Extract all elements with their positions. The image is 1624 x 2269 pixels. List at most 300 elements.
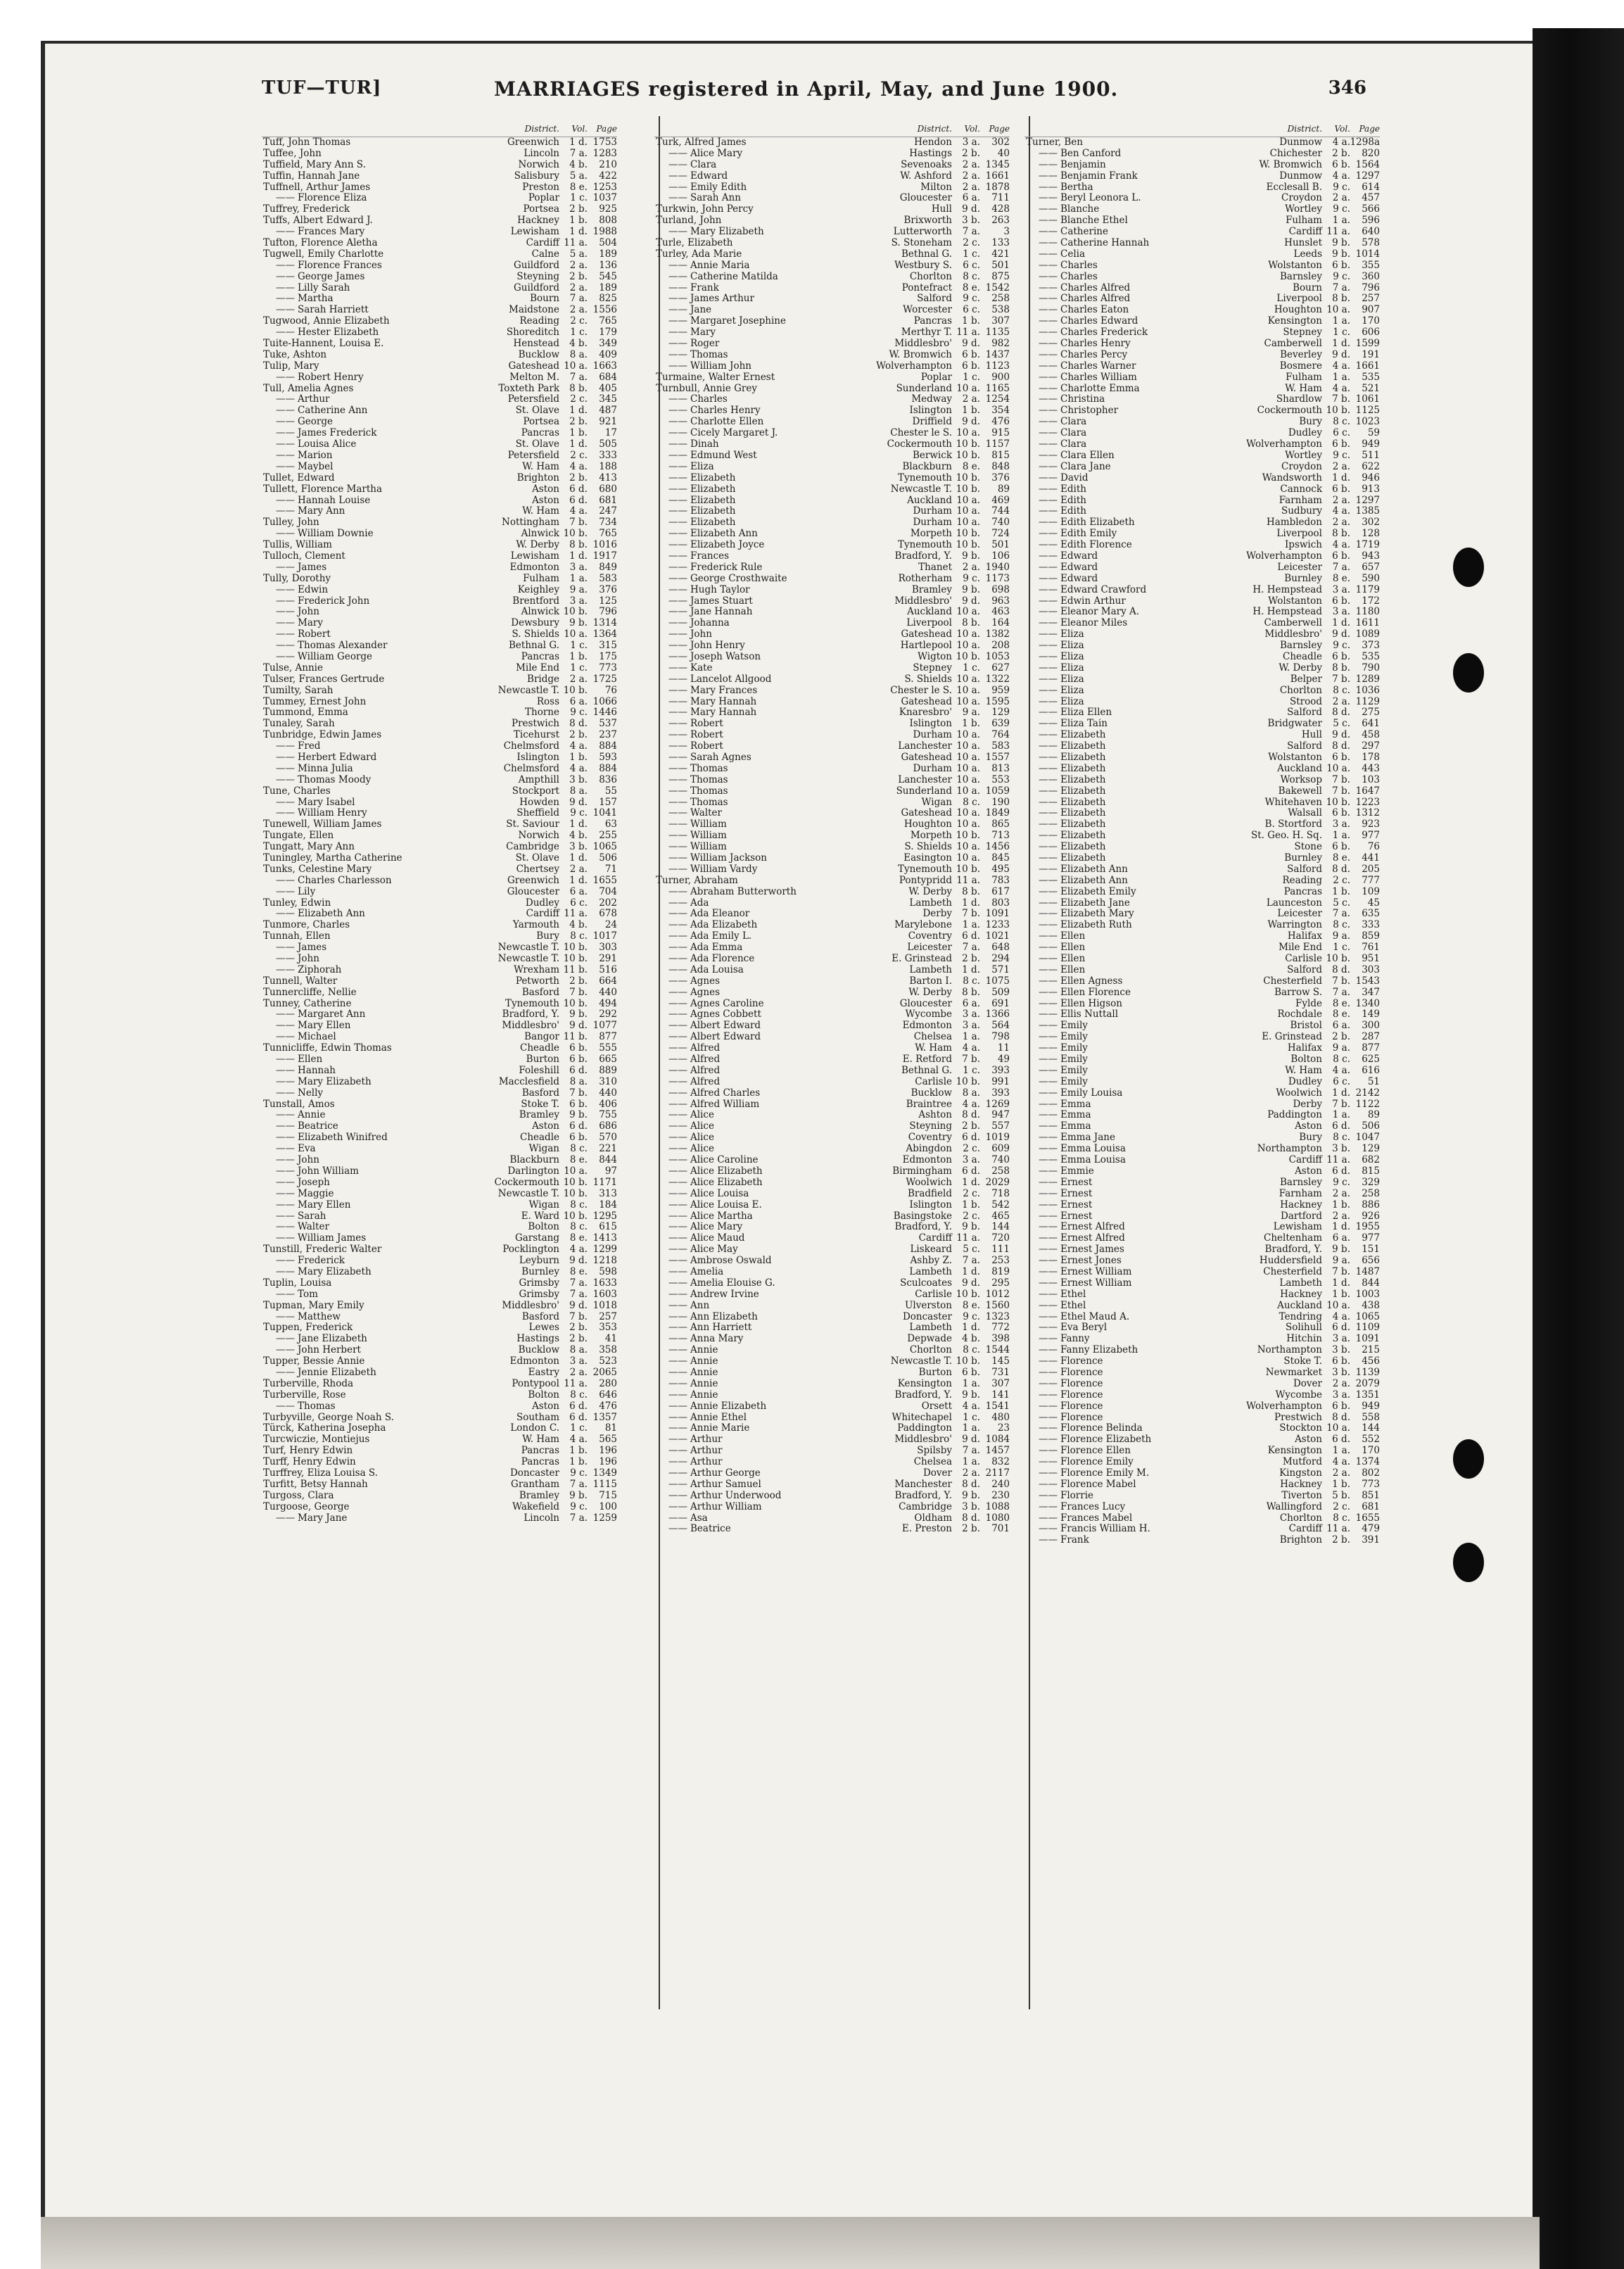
index-entry xyxy=(1024,372,1380,384)
entry-name: Turner, Ben xyxy=(1026,137,1083,148)
entry-page: 1753 xyxy=(592,137,617,148)
entry-page: 263 xyxy=(991,215,1010,227)
entry-page: 558 xyxy=(1362,1411,1380,1423)
entry-name: —— Sarah Agnes xyxy=(668,752,751,764)
entry-volume: 3 a. xyxy=(1332,606,1350,618)
entry-district: Solihull xyxy=(1285,1322,1322,1334)
entry-page: 494 xyxy=(599,997,617,1009)
entry-volume: 7 b. xyxy=(1332,785,1350,797)
entry-page: 1314 xyxy=(592,617,617,629)
entry-name: Tunbridge, Edwin James xyxy=(263,729,382,741)
entry-page: 480 xyxy=(991,1411,1010,1423)
entry-page: 501 xyxy=(991,259,1010,271)
entry-district: Wakefield xyxy=(512,1500,559,1512)
entry-district: Aston xyxy=(1295,1434,1322,1446)
index-entry xyxy=(262,260,617,272)
entry-name: —— Eliza xyxy=(1039,697,1084,708)
entry-district: Salford xyxy=(1287,740,1322,752)
entry-district: Foleshill xyxy=(519,1064,559,1076)
index-entry xyxy=(262,1322,617,1334)
entry-page: 1556 xyxy=(592,304,617,316)
entry-volume: 10 a. xyxy=(956,382,980,394)
entry-name: —— Clara Ellen xyxy=(1039,450,1115,462)
entry-name: —— Agnes Cobbett xyxy=(668,1009,761,1020)
entry-name: —— Mary xyxy=(276,618,323,629)
entry-district: Pancras xyxy=(521,650,559,662)
entry-volume: 3 a. xyxy=(569,561,588,573)
entry-name: Tulip, Mary xyxy=(263,360,319,372)
index-entry xyxy=(654,1334,1010,1345)
entry-volume: 10 b. xyxy=(956,650,980,662)
index-entry xyxy=(1024,830,1380,842)
entry-volume: 9 c. xyxy=(1333,270,1350,282)
index-entry xyxy=(1024,1434,1380,1446)
index-entry xyxy=(654,1278,1010,1289)
entry-page: 926 xyxy=(1362,1210,1380,1222)
index-entry xyxy=(1024,965,1380,976)
entry-volume: 5 c. xyxy=(1333,897,1350,909)
entry-district: Guildford xyxy=(514,259,559,271)
entry-page: 2142 xyxy=(1355,1087,1380,1099)
entry-name: —— Edith xyxy=(1039,495,1086,507)
entry-volume: 9 c. xyxy=(963,1310,980,1322)
entry-page: 170 xyxy=(1362,1445,1380,1457)
index-entry xyxy=(1024,1334,1380,1345)
entry-district: Calne xyxy=(531,248,559,260)
entry-volume: 6 b. xyxy=(1332,841,1350,853)
entry-volume: 7 b. xyxy=(1332,393,1350,405)
entry-page: 476 xyxy=(991,416,1010,428)
entry-district: Depwade xyxy=(907,1333,952,1345)
entry-name: —— Bertha xyxy=(1039,182,1093,194)
index-entry xyxy=(1024,1278,1380,1289)
index-entry xyxy=(1024,1322,1380,1334)
entry-name: Tuffs, Albert Edward J. xyxy=(263,215,373,227)
entry-volume: 1 d. xyxy=(962,1322,980,1334)
entry-volume: 6 d. xyxy=(962,1165,980,1177)
entry-volume: 9 b. xyxy=(569,1009,588,1020)
entry-name: —— Robert Henry xyxy=(276,372,364,384)
entry-page: 1173 xyxy=(985,572,1010,584)
index-entry xyxy=(262,1132,617,1144)
entry-district: Petersfield xyxy=(507,393,559,405)
index-entry xyxy=(262,876,617,887)
entry-page: 1091 xyxy=(985,908,1010,920)
entry-district: Cardiff xyxy=(526,237,559,249)
entry-page: 765 xyxy=(599,528,617,540)
entry-district: Basford xyxy=(521,986,559,998)
index-entry xyxy=(1024,618,1380,629)
entry-district: E. Preston xyxy=(901,1523,952,1535)
entry-district: Kensington xyxy=(897,1377,952,1389)
entry-name: —— Louisa Alice xyxy=(276,439,356,450)
entry-page: 1021 xyxy=(985,930,1010,942)
entry-page: 1091 xyxy=(1355,1333,1380,1345)
entry-volume: 9 c. xyxy=(1333,1176,1350,1188)
index-entry xyxy=(262,1390,617,1401)
entry-district: Aston xyxy=(1295,1120,1322,1132)
entry-district: Lincoln xyxy=(524,1512,559,1524)
index-entry xyxy=(262,1054,617,1066)
entry-page: 55 xyxy=(604,785,617,797)
index-entry xyxy=(654,920,1010,931)
entry-volume: 6 d. xyxy=(962,1132,980,1144)
entry-page: 1066 xyxy=(592,695,617,707)
index-entry xyxy=(262,797,617,809)
entry-district: Newcastle T. xyxy=(497,684,559,696)
entry-district: Hackney xyxy=(1280,1199,1322,1211)
entry-district: Auckland xyxy=(907,494,952,506)
entry-volume: 4 a. xyxy=(1332,382,1350,394)
entry-page: 409 xyxy=(599,348,617,360)
entry-name: —— Elizabeth Ann xyxy=(668,529,758,540)
entry-volume: 9 c. xyxy=(1333,181,1350,193)
entry-volume: 9 b. xyxy=(962,1221,980,1233)
entry-name: Tullis, William xyxy=(263,539,332,551)
index-entry xyxy=(262,1177,617,1189)
entry-volume: 2 b. xyxy=(1332,147,1350,159)
index-entry xyxy=(262,473,617,484)
entry-name: —— Clara Jane xyxy=(1039,462,1111,473)
entry-district: Stone xyxy=(1294,841,1322,853)
entry-name: Turmaine, Walter Ernest xyxy=(656,371,775,383)
entry-name: —— Ernest James xyxy=(1039,1244,1124,1256)
index-entry xyxy=(654,1099,1010,1111)
index-column-3 xyxy=(1024,120,1380,1546)
entry-page: 1036 xyxy=(1355,684,1380,696)
index-entry xyxy=(262,517,617,529)
entry-district: Salford xyxy=(1287,707,1322,719)
entry-district: Gateshead xyxy=(901,628,952,640)
entry-page: 151 xyxy=(1362,1244,1380,1256)
entry-name: Turle, Elizabeth xyxy=(656,237,733,249)
entry-volume: 3 b. xyxy=(962,1500,980,1512)
entry-page: 440 xyxy=(599,986,617,998)
entry-page: 1557 xyxy=(985,751,1010,763)
entry-district: Pontypool xyxy=(512,1377,559,1389)
entry-volume: 6 b. xyxy=(1332,438,1350,450)
entry-page: 523 xyxy=(599,1355,617,1367)
index-entry xyxy=(654,752,1010,764)
entry-page: 761 xyxy=(1362,942,1380,954)
entry-name: —— Eva xyxy=(276,1144,316,1155)
entry-volume: 10 b. xyxy=(563,997,588,1009)
entry-district: Aston xyxy=(532,1120,559,1132)
index-entry xyxy=(262,293,617,305)
entry-district: Hackney xyxy=(1280,1478,1322,1490)
entry-page: 1003 xyxy=(1355,1288,1380,1300)
entry-page: 641 xyxy=(1362,718,1380,730)
entry-page: 310 xyxy=(599,1075,617,1087)
entry-page: 391 xyxy=(1362,1534,1380,1546)
entry-district: Blackburn xyxy=(902,460,952,472)
entry-page: 376 xyxy=(991,472,1010,483)
entry-name: —— Charles xyxy=(1039,260,1098,272)
entry-name: —— Florence xyxy=(1039,1401,1103,1412)
index-entry xyxy=(1024,887,1380,898)
entry-district: Ipswich xyxy=(1284,539,1322,551)
entry-page: 511 xyxy=(1362,449,1380,461)
entry-page: 506 xyxy=(1362,1120,1380,1132)
entry-page: 1603 xyxy=(592,1288,617,1300)
entry-volume: 9 b. xyxy=(569,617,588,629)
index-entry xyxy=(262,1412,617,1424)
entry-page: 469 xyxy=(991,494,1010,506)
entry-page: 731 xyxy=(991,1366,1010,1378)
entry-district: Tendring xyxy=(1279,1310,1322,1322)
entry-district: Middlesbro' xyxy=(894,1434,952,1446)
index-entry xyxy=(262,1278,617,1289)
entry-volume: 9 c. xyxy=(570,1500,588,1512)
entry-volume: 4 a. xyxy=(1332,539,1350,551)
entry-district: Bridgwater xyxy=(1267,718,1322,730)
punch-hole-icon xyxy=(1453,548,1484,587)
index-entry xyxy=(654,909,1010,920)
entry-page: 1364 xyxy=(592,628,617,640)
entry-district: Cheadle xyxy=(519,1132,559,1144)
entry-page: 191 xyxy=(1362,348,1380,360)
entry-district: Lewisham xyxy=(510,226,559,238)
entry-volume: 7 b. xyxy=(1332,1098,1350,1110)
entry-volume: 2 c. xyxy=(1333,1500,1350,1512)
entry-page: 617 xyxy=(991,885,1010,897)
entry-name: —— Elizabeth xyxy=(1039,797,1105,809)
entry-page: 2079 xyxy=(1355,1377,1380,1389)
entry-page: 210 xyxy=(599,158,617,170)
entry-district: Chorlton xyxy=(909,1344,952,1356)
index-entry xyxy=(654,697,1010,708)
entry-volume: 4 b. xyxy=(962,1333,980,1345)
entry-page: 1385 xyxy=(1355,505,1380,517)
entry-name: —— James xyxy=(276,942,326,954)
entry-district: Newcastle T. xyxy=(497,942,559,954)
entry-district: Lewisham xyxy=(1273,1221,1322,1233)
entry-district: Bourn xyxy=(1293,282,1322,293)
entry-page: 505 xyxy=(599,438,617,450)
entry-page: 648 xyxy=(991,942,1010,954)
index-entry xyxy=(262,160,617,171)
entry-volume: 10 a. xyxy=(956,517,980,529)
entry-district: Pancras xyxy=(1283,885,1322,897)
entry-page: 646 xyxy=(599,1389,617,1401)
index-entry xyxy=(1024,1423,1380,1434)
entry-volume: 11 a. xyxy=(1326,1154,1350,1166)
index-entry xyxy=(654,1446,1010,1457)
entry-district: Middlesbro' xyxy=(894,595,952,607)
entry-name: —— Mary Jane xyxy=(276,1513,347,1524)
entry-volume: 4 a. xyxy=(1332,1064,1350,1076)
entry-name: Turffrey, Eliza Louisa S. xyxy=(263,1467,378,1479)
entry-name: —— Charles Henry xyxy=(1039,339,1131,350)
entry-volume: 9 c. xyxy=(1333,449,1350,461)
index-entry xyxy=(262,920,617,931)
index-entry xyxy=(1024,272,1380,283)
entry-name: —— William xyxy=(668,819,727,830)
entry-district: Liskeard xyxy=(910,1244,952,1256)
entry-district: Morpeth xyxy=(910,830,952,842)
entry-name: —— Emma xyxy=(1039,1121,1091,1132)
index-entry xyxy=(1024,1200,1380,1211)
entry-volume: 10 b. xyxy=(956,539,980,551)
entry-page: 1543 xyxy=(1355,975,1380,987)
entry-volume: 8 b. xyxy=(1332,528,1350,540)
entry-volume: 7 b. xyxy=(1332,1265,1350,1277)
index-entry xyxy=(1024,1222,1380,1233)
index-entry xyxy=(262,182,617,194)
entry-name: —— Mary Ellen xyxy=(276,1200,350,1211)
entry-district: Eastry xyxy=(528,1366,559,1378)
entry-page: 593 xyxy=(599,751,617,763)
entry-page: 1323 xyxy=(985,1310,1010,1322)
entry-district: Stockton xyxy=(1279,1422,1322,1434)
entry-volume: 3 a. xyxy=(1332,819,1350,830)
entry-volume: 10 b. xyxy=(956,449,980,461)
index-entry xyxy=(262,1356,617,1367)
entry-page: 1599 xyxy=(1355,338,1380,350)
entry-district: W. Derby xyxy=(908,986,952,998)
entry-volume: 8 c. xyxy=(963,270,980,282)
index-entry xyxy=(654,741,1010,752)
index-entry xyxy=(262,372,617,384)
entry-volume: 2 a. xyxy=(1332,1467,1350,1479)
entry-volume: 8 c. xyxy=(570,1143,588,1155)
entry-name: —— Elizabeth xyxy=(1039,741,1105,752)
entry-name: —— Alfred xyxy=(668,1077,720,1088)
entry-name: —— Ellen Higson xyxy=(1039,999,1122,1010)
entry-name: —— Frances Mabel xyxy=(1039,1513,1132,1524)
entry-page: 715 xyxy=(599,1489,617,1501)
entry-name: —— Emma Louisa xyxy=(1039,1144,1126,1155)
entry-district: W. Ham xyxy=(522,460,559,472)
entry-page: 111 xyxy=(991,1244,1010,1256)
entry-name: —— Nelly xyxy=(276,1088,323,1099)
entry-name: Tulse, Annie xyxy=(263,662,323,674)
entry-name: —— Lancelot Allgood xyxy=(668,674,771,685)
index-entry xyxy=(654,842,1010,853)
entry-district: Hull xyxy=(931,203,952,215)
entry-volume: 9 a. xyxy=(1332,930,1350,942)
index-entry xyxy=(1024,562,1380,574)
index-entry xyxy=(1024,1491,1380,1502)
index-entry xyxy=(654,1312,1010,1323)
index-entry xyxy=(654,1289,1010,1301)
entry-name: —— Elizabeth xyxy=(1039,752,1105,764)
entry-district: Leicester xyxy=(1277,908,1322,920)
entry-district: Tynemouth xyxy=(897,472,952,483)
index-entry xyxy=(262,428,617,439)
index-entry xyxy=(262,1468,617,1479)
index-entry xyxy=(654,1322,1010,1334)
entry-volume: 10 b. xyxy=(956,863,980,875)
entry-name: —— James xyxy=(276,562,326,574)
entry-district: Whitechapel xyxy=(892,1411,952,1423)
entry-district: Bramley xyxy=(911,583,952,595)
entry-page: 302 xyxy=(991,137,1010,148)
entry-district: Edmonton xyxy=(902,1154,952,1166)
index-entry xyxy=(654,764,1010,775)
entry-district: Cheadle xyxy=(519,1042,559,1054)
entry-page: 172 xyxy=(1362,595,1380,607)
entry-name: —— Elizabeth Mary xyxy=(1039,909,1134,920)
entry-name: —— Emily xyxy=(1039,1066,1088,1077)
index-entry xyxy=(654,562,1010,574)
entry-volume: 11 b. xyxy=(563,1031,588,1043)
entry-volume: 4 a. xyxy=(569,460,588,472)
entry-district: Hull xyxy=(1301,729,1322,741)
entry-page: 913 xyxy=(1362,483,1380,495)
index-entry xyxy=(262,697,617,708)
entry-district: E. Grinstead xyxy=(892,953,952,965)
entry-district: Rotherham xyxy=(898,572,952,584)
index-entry xyxy=(262,663,617,674)
entry-name: —— Benjamin Frank xyxy=(1039,171,1138,182)
entry-volume: 6 c. xyxy=(963,259,980,271)
index-entry xyxy=(1024,327,1380,339)
entry-page: 1725 xyxy=(592,673,617,685)
scan-border-bottom xyxy=(41,2217,1540,2269)
entry-name: —— Alice xyxy=(668,1144,714,1155)
entry-page: 71 xyxy=(604,863,617,875)
entry-district: Garstang xyxy=(514,1232,559,1244)
entry-name: —— Clara xyxy=(1039,439,1086,450)
entry-district: St. Olave xyxy=(515,405,559,417)
entry-district: Houghton xyxy=(1274,304,1322,316)
entry-name: —— Andrew Irvine xyxy=(668,1289,759,1301)
index-entry xyxy=(1024,585,1380,596)
index-entry xyxy=(654,685,1010,697)
entry-name: —— Ada Florence xyxy=(668,954,754,965)
entry-volume: 4 a. xyxy=(1332,170,1350,182)
entry-name: —— Mary Frances xyxy=(668,685,757,697)
entry-page: 170 xyxy=(1362,315,1380,327)
entry-volume: 10 a. xyxy=(564,1165,588,1177)
entry-volume: 8 c. xyxy=(570,1389,588,1401)
entry-name: —— Elizabeth xyxy=(668,506,735,517)
entry-volume: 4 a. xyxy=(569,1434,588,1446)
index-entry xyxy=(262,618,617,629)
entry-page: 959 xyxy=(991,684,1010,696)
entry-volume: 9 c. xyxy=(963,293,980,305)
entry-volume: 9 a. xyxy=(962,707,980,719)
index-entry xyxy=(262,965,617,976)
entry-district: Edmonton xyxy=(509,1355,559,1367)
index-entry xyxy=(1024,764,1380,775)
index-entry xyxy=(1024,954,1380,965)
entry-district: Kensington xyxy=(1267,315,1322,327)
entry-district: Greenwich xyxy=(507,874,559,886)
entry-volume: 8 e. xyxy=(962,282,980,293)
entry-page: 51 xyxy=(1367,1075,1380,1087)
entry-district: Bosmere xyxy=(1279,360,1322,372)
entry-page: 358 xyxy=(599,1344,617,1356)
entry-volume: 1 d. xyxy=(1332,617,1350,629)
entry-page: 1340 xyxy=(1355,997,1380,1009)
index-entry xyxy=(262,283,617,294)
entry-district: Middlesbro' xyxy=(502,1299,559,1311)
index-entry xyxy=(262,350,617,361)
entry-page: 571 xyxy=(991,963,1010,975)
index-entry xyxy=(1024,987,1380,999)
index-entry xyxy=(262,1200,617,1211)
index-entry xyxy=(1024,417,1380,428)
entry-page: 440 xyxy=(599,1087,617,1099)
index-entry xyxy=(654,137,1010,148)
entry-page: 329 xyxy=(1362,1176,1380,1188)
entry-district: Tynemouth xyxy=(505,997,559,1009)
entry-name: —— Frances Lucy xyxy=(1039,1502,1125,1513)
entry-volume: 4 b. xyxy=(569,830,588,842)
entry-district: Burton xyxy=(526,1054,559,1066)
